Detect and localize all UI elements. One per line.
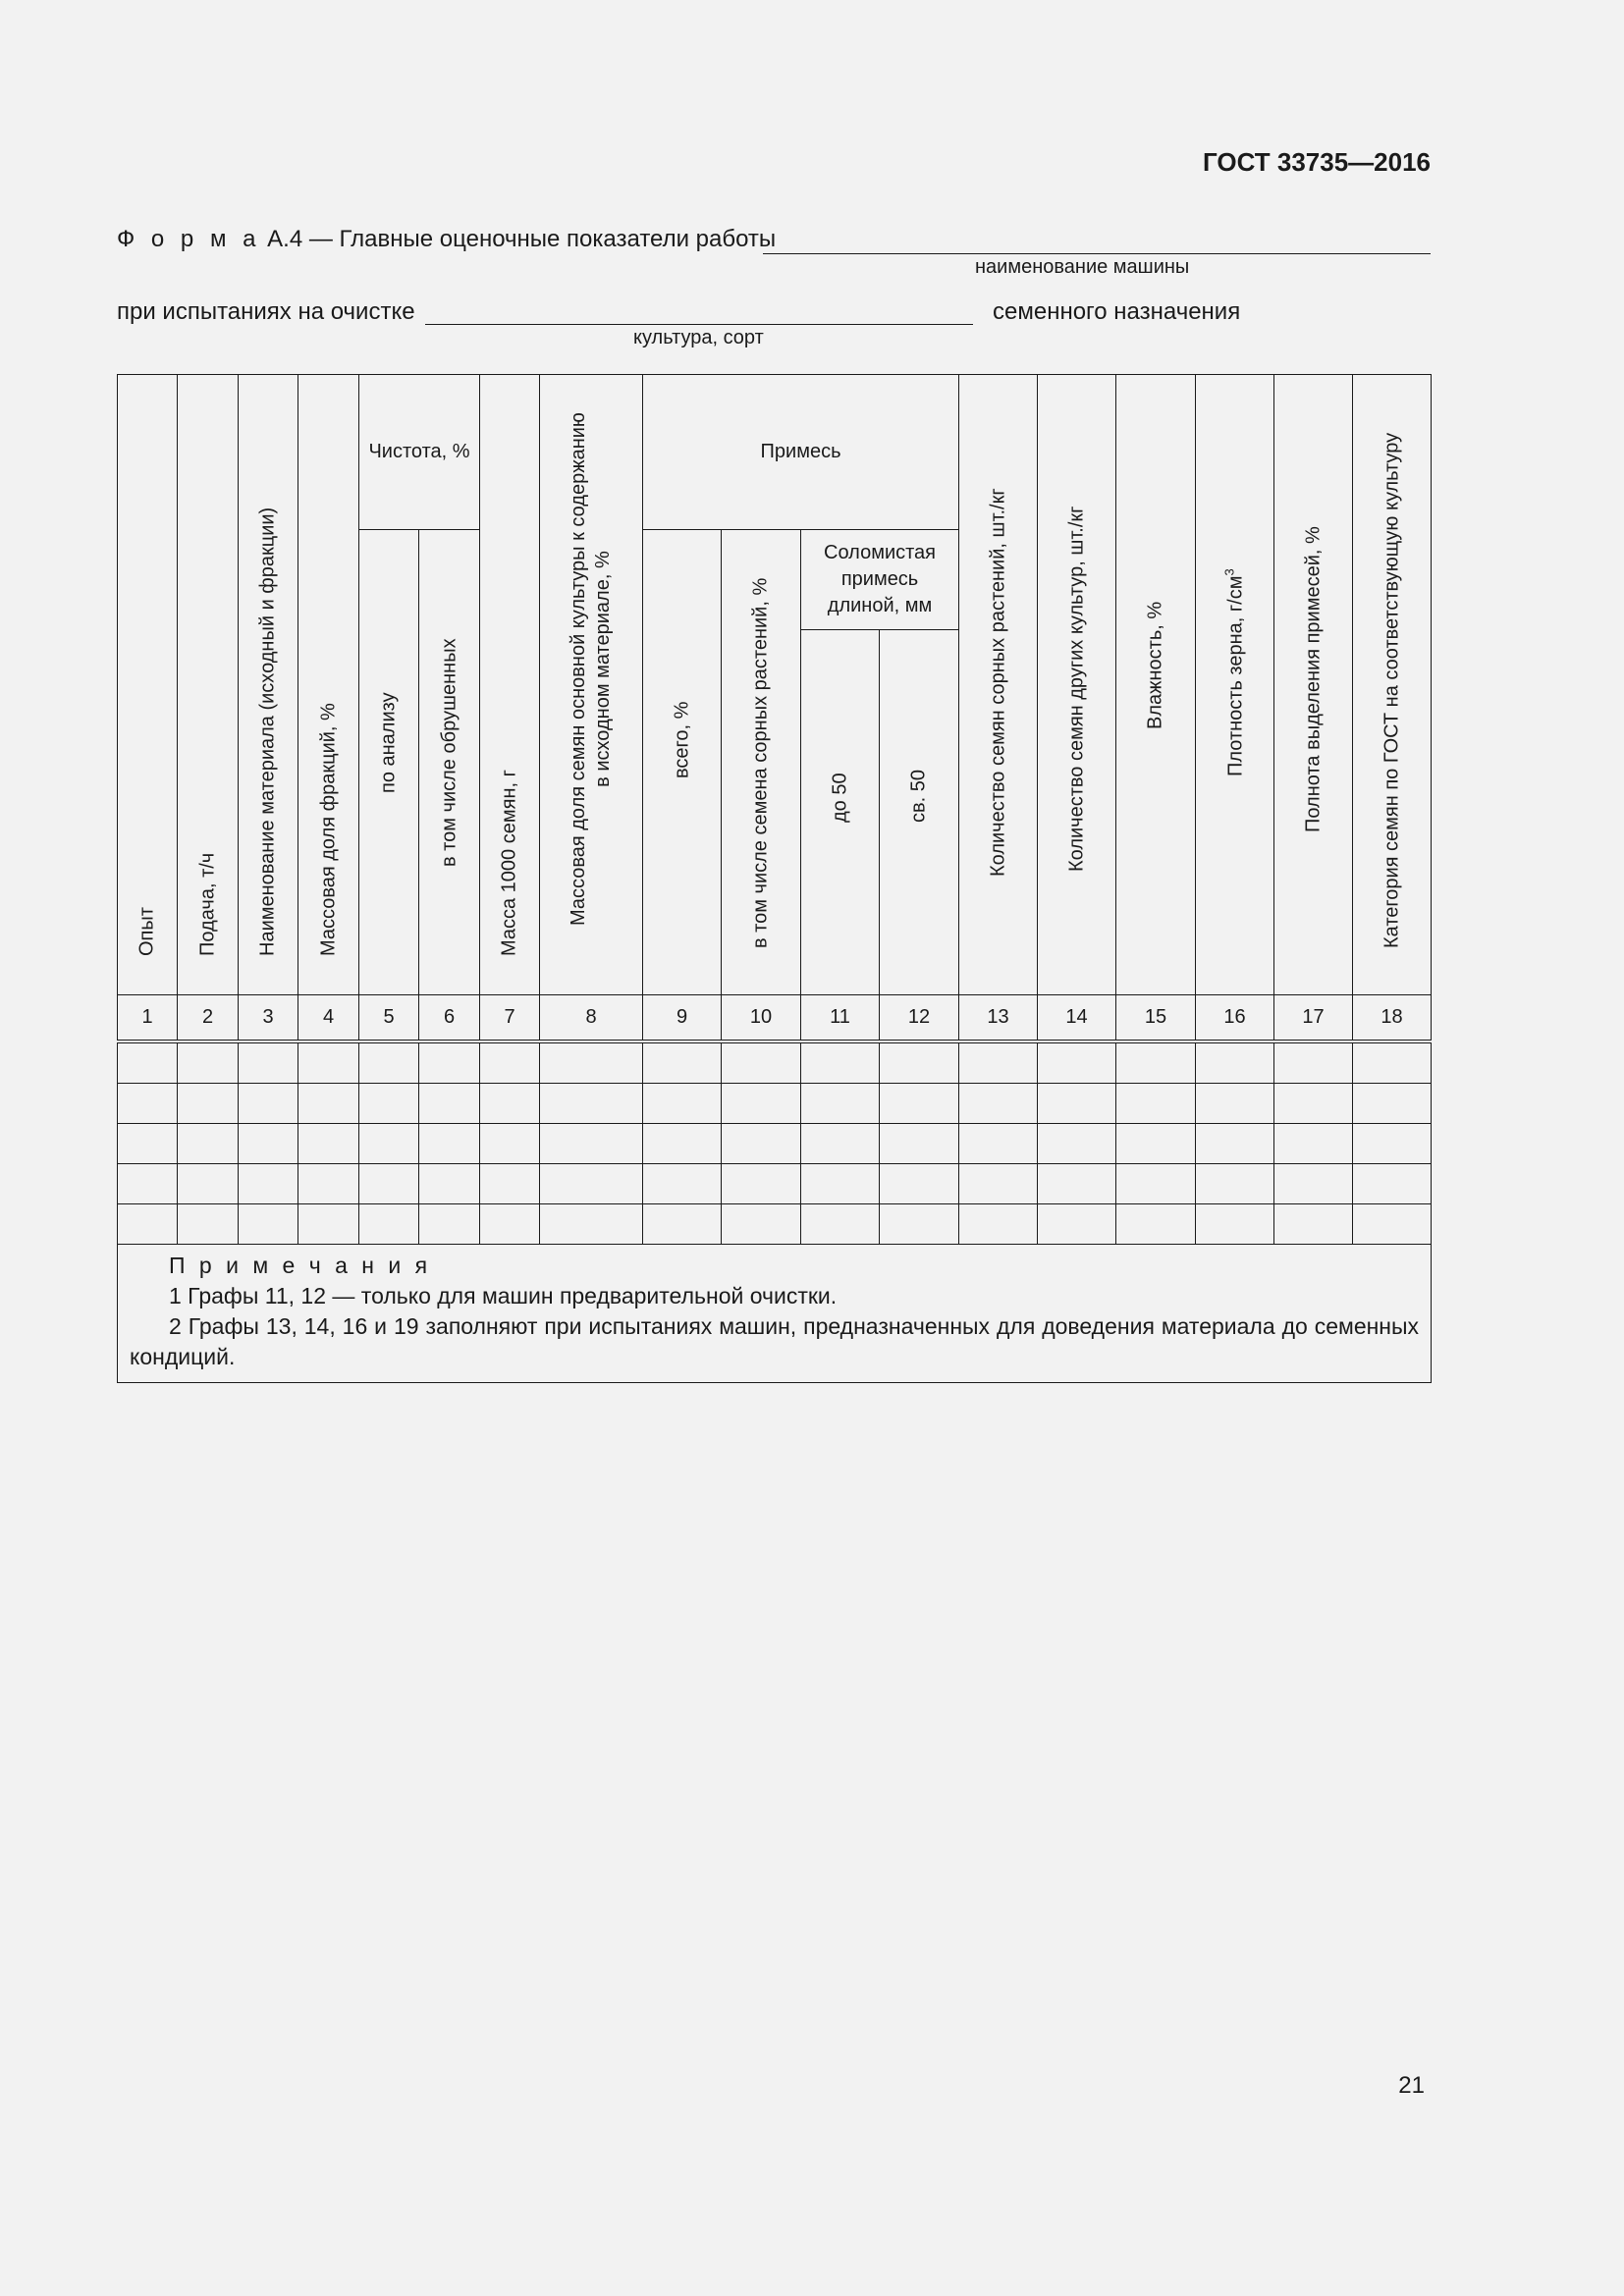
table-cell[interactable] — [1353, 1164, 1432, 1204]
table-cell[interactable] — [419, 1204, 480, 1245]
column-number: 3 — [239, 995, 298, 1042]
table-cell[interactable] — [722, 1164, 801, 1204]
page-number: 21 — [1398, 2072, 1425, 2099]
header-c15: Влажность, % — [1116, 375, 1196, 995]
table-cell[interactable] — [722, 1124, 801, 1164]
column-number: 2 — [178, 995, 239, 1042]
indicators-table — [117, 374, 1432, 1383]
header-c10: в том числе семена сорных растений, % — [722, 530, 801, 995]
table-cell[interactable] — [880, 1204, 959, 1245]
table-cell[interactable] — [178, 1204, 239, 1245]
header-c5: по анализу — [359, 530, 419, 995]
header-c6: в том числе обрушенных — [419, 530, 480, 995]
column-number: 5 — [359, 995, 419, 1042]
table-cell[interactable] — [480, 1041, 540, 1084]
table-cell[interactable] — [298, 1084, 359, 1124]
header-c13: Количество семян сорных растений, шт./кг — [959, 375, 1038, 995]
table-cell[interactable] — [643, 1084, 722, 1124]
table-cell[interactable] — [1116, 1124, 1196, 1164]
table-cell[interactable] — [1038, 1084, 1116, 1124]
table-cell[interactable] — [1038, 1041, 1116, 1084]
table-cell[interactable] — [643, 1204, 722, 1245]
header-c11: до 50 — [801, 630, 880, 995]
table-cell[interactable] — [1196, 1204, 1274, 1245]
table-cell[interactable] — [1353, 1124, 1432, 1164]
column-number: 7 — [480, 995, 540, 1042]
table-cell[interactable] — [298, 1204, 359, 1245]
header-c7: Масса 1000 семян, г — [480, 375, 540, 995]
header-c2: Подача, т/ч — [178, 375, 239, 995]
table-cell[interactable] — [1353, 1084, 1432, 1124]
table-cell[interactable] — [722, 1084, 801, 1124]
culture-caption: культура, сорт — [633, 327, 764, 348]
table-cell[interactable] — [419, 1041, 480, 1084]
culture-field[interactable] — [425, 324, 973, 325]
table-cell[interactable] — [643, 1164, 722, 1204]
machine-name-field[interactable] — [763, 253, 1431, 254]
table-cell[interactable] — [1196, 1041, 1274, 1084]
header-straw-group: Соломистая примесь длиной, мм — [801, 530, 959, 630]
header-impurity-group: Примесь — [643, 375, 959, 530]
table-cell[interactable] — [419, 1084, 480, 1124]
table-cell[interactable] — [480, 1124, 540, 1164]
column-number: 1 — [118, 995, 178, 1042]
table-cell[interactable] — [118, 1204, 178, 1245]
table-cell[interactable] — [1116, 1084, 1196, 1124]
header-c16: Плотность зерна, $г/см^3$ — [1196, 375, 1274, 995]
table-row — [118, 1041, 1432, 1084]
column-number: 10 — [722, 995, 801, 1042]
notes-title: П р и м е ч а н и я — [169, 1253, 432, 1278]
table-cell[interactable] — [239, 1041, 298, 1084]
header-c8: Массовая доля семян основной культуры к содержанию в исходном материале, % — [540, 375, 643, 995]
header-c1: Опыт — [118, 375, 178, 995]
column-number: 15 — [1116, 995, 1196, 1042]
table-row — [118, 1164, 1432, 1204]
table-cell[interactable] — [480, 1164, 540, 1204]
column-numbers-row — [118, 995, 1432, 1042]
table-cell[interactable] — [643, 1041, 722, 1084]
table-cell[interactable] — [880, 1041, 959, 1084]
header-c14: Количество семян других культур, шт./кг — [1038, 375, 1116, 995]
header-c12: св. 50 — [880, 630, 959, 995]
column-number: 8 — [540, 995, 643, 1042]
table-cell[interactable] — [959, 1084, 1038, 1124]
table-cell[interactable] — [959, 1204, 1038, 1245]
culture-line-label: при испытаниях на очистке — [117, 298, 415, 325]
table-cell[interactable] — [298, 1164, 359, 1204]
table-cell[interactable] — [1274, 1124, 1353, 1164]
column-number: 14 — [1038, 995, 1116, 1042]
table-cell[interactable] — [1038, 1204, 1116, 1245]
table-cell[interactable] — [1196, 1084, 1274, 1124]
table-cell[interactable] — [239, 1164, 298, 1204]
table-cell[interactable] — [359, 1124, 419, 1164]
table-cell[interactable] — [1274, 1041, 1353, 1084]
table-cell[interactable] — [880, 1124, 959, 1164]
table-cell[interactable] — [178, 1041, 239, 1084]
column-number: 9 — [643, 995, 722, 1042]
table-cell[interactable] — [359, 1204, 419, 1245]
header-c4: Массовая доля фракций, % — [298, 375, 359, 995]
table-cell[interactable] — [298, 1041, 359, 1084]
table-cell[interactable] — [359, 1041, 419, 1084]
table-cell[interactable] — [540, 1164, 643, 1204]
note-item: 2 Графы 13, 14, 16 и 19 заполняют при испытаниях машин, предназначенных для доведения материала до семенных кондиций. — [130, 1313, 1420, 1370]
table-cell[interactable] — [118, 1124, 178, 1164]
table-cell[interactable] — [1196, 1124, 1274, 1164]
table-cell[interactable] — [1196, 1164, 1274, 1204]
table-cell[interactable] — [540, 1204, 643, 1245]
table-cell[interactable] — [880, 1164, 959, 1204]
form-title-line — [117, 226, 776, 253]
table-cell[interactable] — [801, 1164, 880, 1204]
column-number: 17 — [1274, 995, 1353, 1042]
table-cell[interactable] — [118, 1084, 178, 1124]
machine-name-caption: наименование машины — [975, 256, 1190, 278]
table-cell[interactable] — [540, 1041, 643, 1084]
notes-block — [118, 1245, 1432, 1383]
table-cell[interactable] — [880, 1084, 959, 1124]
table-row — [118, 1124, 1432, 1164]
table-cell[interactable] — [801, 1084, 880, 1124]
table-cell[interactable] — [419, 1164, 480, 1204]
table-cell[interactable] — [540, 1084, 643, 1124]
header-c9: всего, % — [643, 530, 722, 995]
table-cell[interactable] — [959, 1041, 1038, 1084]
table-cell[interactable] — [1116, 1204, 1196, 1245]
table-cell[interactable] — [178, 1084, 239, 1124]
column-number: 13 — [959, 995, 1038, 1042]
table-cell[interactable] — [239, 1084, 298, 1124]
table-cell[interactable] — [239, 1204, 298, 1245]
table-cell[interactable] — [178, 1124, 239, 1164]
table-cell[interactable] — [239, 1124, 298, 1164]
table-cell[interactable] — [178, 1164, 239, 1204]
header-purity-group: Чистота, % — [359, 375, 480, 530]
table-cell[interactable] — [1038, 1164, 1116, 1204]
table-cell[interactable] — [1116, 1164, 1196, 1204]
seed-purpose-text: семенного назначения — [993, 298, 1241, 325]
table-cell[interactable] — [801, 1124, 880, 1164]
table-cell[interactable] — [722, 1041, 801, 1084]
form-prefix: Ф о р м а — [117, 226, 261, 252]
table-cell[interactable] — [643, 1124, 722, 1164]
table-row — [118, 1084, 1432, 1124]
table-cell[interactable] — [1274, 1204, 1353, 1245]
table-cell[interactable] — [1116, 1041, 1196, 1084]
table-cell[interactable] — [480, 1204, 540, 1245]
header-c18: Категория семян по ГОСТ на соответствующую культуру — [1353, 375, 1432, 995]
header-c17: Полнота выделения примесей, % — [1274, 375, 1353, 995]
column-number: 18 — [1353, 995, 1432, 1042]
table-cell[interactable] — [359, 1164, 419, 1204]
table-cell[interactable] — [1353, 1041, 1432, 1084]
table-row — [118, 1204, 1432, 1245]
table-cell[interactable] — [540, 1124, 643, 1164]
table-cell[interactable] — [118, 1164, 178, 1204]
table-cell[interactable] — [1038, 1124, 1116, 1164]
note-item: 1 Графы 11, 12 — только для машин предварительной очистки. — [169, 1283, 838, 1309]
table-cell[interactable] — [419, 1124, 480, 1164]
form-title: А.4 — Главные оценочные показатели работы — [267, 226, 777, 252]
table-cell[interactable] — [118, 1041, 178, 1084]
column-number: 4 — [298, 995, 359, 1042]
table-cell[interactable] — [801, 1041, 880, 1084]
column-number: 6 — [419, 995, 480, 1042]
column-number: 12 — [880, 995, 959, 1042]
table-cell[interactable] — [801, 1204, 880, 1245]
column-number: 11 — [801, 995, 880, 1042]
header-c3: Наименование материала (исходный и фракции) — [239, 375, 298, 995]
table-cell[interactable] — [1353, 1204, 1432, 1245]
table-cell[interactable] — [959, 1164, 1038, 1204]
table-cell[interactable] — [298, 1124, 359, 1164]
document-id: ГОСТ 33735—2016 — [1203, 147, 1431, 177]
table-cell[interactable] — [959, 1124, 1038, 1164]
table-cell[interactable] — [480, 1084, 540, 1124]
table-cell[interactable] — [1274, 1164, 1353, 1204]
column-number: 16 — [1196, 995, 1274, 1042]
table-cell[interactable] — [722, 1204, 801, 1245]
table-cell[interactable] — [1274, 1084, 1353, 1124]
table-cell[interactable] — [359, 1084, 419, 1124]
